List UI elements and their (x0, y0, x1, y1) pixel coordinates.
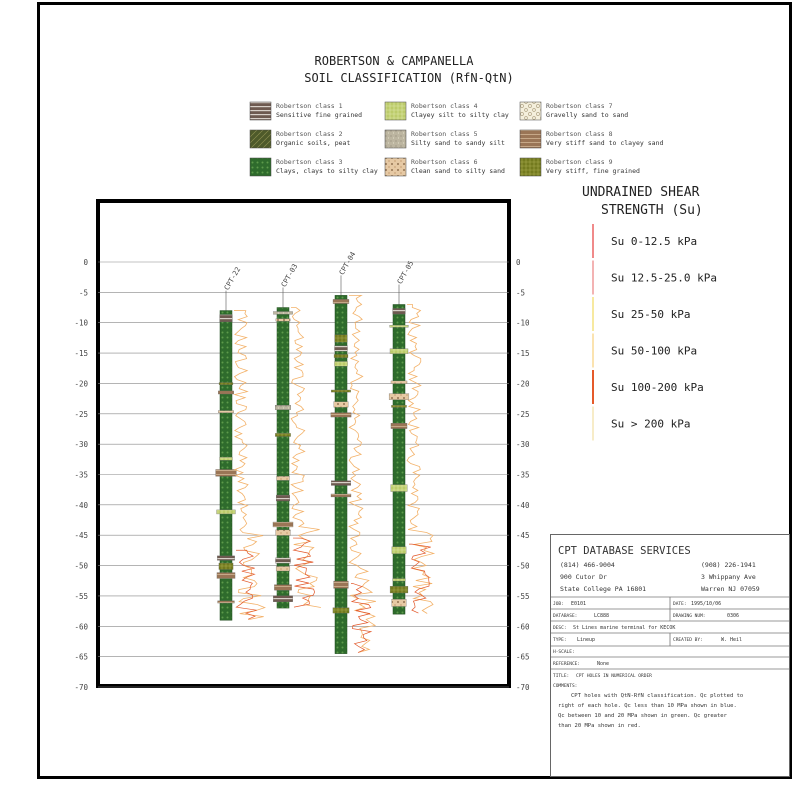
depth-tick-label-right: -60 (516, 622, 530, 632)
depth-tick-label-right: -50 (516, 561, 530, 571)
soil-layer (276, 495, 290, 501)
depth-tick-label-right: -30 (516, 440, 530, 450)
shear-legend-bar (592, 297, 594, 331)
shear-legend-bar (592, 224, 594, 258)
legend-class-desc: Sensitive fine grained (276, 111, 363, 119)
soil-layer (392, 547, 406, 554)
depth-tick-label-left: -40 (74, 500, 88, 510)
reference-label: REFERENCE: (553, 662, 581, 667)
database-value: LC888 (594, 613, 610, 619)
drawing-value: 0306 (727, 613, 740, 619)
desc-label: DESC: (553, 626, 567, 631)
legend-class-name: Robertson class 5 (411, 130, 478, 138)
legend-class-name: Robertson class 3 (276, 158, 343, 166)
legend-class-desc: Organic soils, peat (276, 139, 351, 147)
shear-legend-label: Su 0-12.5 kPa (611, 235, 698, 248)
shear-legend-label: Su > 200 kPa (611, 417, 691, 431)
legend-class-name: Robertson class 2 (276, 130, 343, 138)
depth-tick-label-left: -15 (74, 349, 88, 359)
soil-layer (275, 558, 290, 563)
legend-class-name: Robertson class 1 (276, 102, 343, 110)
depth-tick-label-left: -65 (74, 652, 88, 662)
date-value: 1995/10/06 (691, 601, 722, 607)
legend-item (250, 130, 350, 148)
created-label: CREATED BY: (673, 638, 703, 643)
soil-layer (335, 346, 348, 351)
soil-layer (331, 390, 351, 392)
comments-label: COMMENTS: (553, 684, 578, 689)
depth-tick-label-left: -60 (74, 622, 88, 632)
title-value: CPT HOLES IN NUMERICAL ORDER (576, 674, 652, 679)
soil-layer (217, 573, 235, 579)
soil-layer (218, 411, 234, 413)
soil-layer (276, 319, 290, 322)
comment-line-1: CPT holes with QtN-RfN classification. Qc plotted to (571, 693, 744, 699)
shear-legend-label: Su 100-200 kPa (611, 381, 704, 394)
legend-item (520, 102, 628, 120)
city-nj: Warren NJ 07059 (701, 585, 760, 593)
depth-tick-label-left: -35 (74, 470, 88, 480)
title-label: TITLE: (553, 674, 570, 679)
reference-value: None (597, 661, 610, 667)
desc-value: St Lines marine terminal for KECOK (573, 625, 676, 631)
soil-layer (220, 315, 233, 322)
soil-layer (219, 383, 233, 385)
shear-legend-label: Su 12.5-25.0 kPa (611, 271, 717, 285)
depth-tick-label-right: -45 (516, 531, 530, 541)
soil-layer (390, 349, 408, 354)
soil-layer (275, 405, 291, 409)
soil-layer (216, 469, 237, 476)
job-value: E0101 (571, 601, 587, 607)
depth-tick-label-right: -65 (516, 652, 530, 662)
soil-layer (333, 608, 349, 613)
soil-layer (273, 312, 292, 315)
soil-layer (276, 530, 291, 536)
soil-layer (334, 402, 348, 408)
legend-class-desc: Very stiff, fine grained (546, 167, 640, 175)
address-pa: 900 Cutor Dr (560, 573, 607, 581)
address-nj: 3 Whippany Ave (701, 573, 756, 581)
legend-swatch (385, 130, 406, 148)
hole-label: CPT-05 (395, 259, 416, 286)
phone-pa: (814) 466-9004 (560, 561, 615, 569)
soil-layer (218, 601, 235, 603)
comment-line-2: right of each hole. Qc less than 10 MPa shown in blue. (558, 703, 737, 709)
soil-layer (218, 391, 234, 394)
comment-line-3: Qc between 10 and 20 MPa shown in green. Qc greater (558, 713, 727, 719)
type-value: Lineup (577, 637, 596, 643)
legend-swatch (250, 130, 271, 148)
legend-swatch (520, 102, 541, 120)
legend-class-name: Robertson class 9 (546, 158, 613, 166)
soil-layer (276, 566, 290, 571)
soil-layer (331, 494, 351, 497)
depth-tick-label-left: -10 (74, 318, 88, 328)
soil-layer (334, 581, 349, 588)
depth-tick-label-right: -20 (516, 379, 530, 389)
title-block-border (551, 535, 790, 777)
main-title-line1: ROBERTSON & CAMPANELLA (314, 54, 474, 68)
legend-class-desc: Clean sand to silty sand (411, 167, 505, 175)
soil-layer (273, 522, 293, 527)
depth-tick-label-right: -70 (516, 683, 530, 692)
soil-layer (277, 476, 290, 480)
soil-layer (217, 556, 234, 560)
depth-tick-label-left: -55 (74, 591, 88, 601)
database-label: DATABASE: (553, 614, 578, 619)
depth-tick-label-right: -15 (516, 349, 530, 359)
soil-layer (331, 413, 351, 417)
legend-swatch (520, 130, 541, 148)
legend-class-name: Robertson class 6 (411, 158, 478, 166)
title-block (551, 535, 790, 777)
soil-layer (391, 405, 406, 407)
depth-tick-label-left: -5 (78, 288, 88, 298)
legend-swatch (250, 158, 271, 176)
soil-layer (334, 354, 348, 357)
company-name: CPT DATABASE SERVICES (558, 545, 691, 557)
legend-class-desc: Very stiff sand to clayey sand (546, 139, 664, 147)
main-title-line2: SOIL CLASSIFICATION (RfN-QtN) (304, 71, 514, 85)
depth-tick-label-left: 0 (83, 258, 88, 267)
soil-layer (393, 309, 406, 315)
soil-layer (392, 599, 407, 606)
legend-class-desc: Clays, clays to silty clay (276, 167, 378, 175)
soil-layer (335, 335, 347, 342)
soil-layer (393, 579, 405, 582)
shear-legend-label: Su 50-100 kPa (611, 344, 698, 358)
soil-layer (219, 563, 233, 569)
soil-layer (333, 299, 349, 303)
shear-legend-bar (592, 370, 594, 404)
hscale-label: H-SCALE: (553, 650, 575, 655)
legend-class-desc: Clayey silt to silty clay (411, 111, 509, 119)
soil-layer (273, 596, 293, 602)
legend-class-name: Robertson class 4 (411, 102, 478, 110)
depth-tick-label-right: -40 (516, 500, 530, 510)
depth-tick-label-left: -45 (74, 531, 88, 541)
depth-tick-label-left: -20 (74, 379, 88, 389)
job-label: JOB: (553, 602, 564, 607)
soil-layer (390, 325, 409, 327)
depth-tick-label-right: -35 (516, 470, 530, 480)
soil-layer (217, 510, 236, 514)
hole-label: CPT-04 (337, 250, 358, 277)
soil-layer (275, 433, 290, 436)
hole-label: CPT-03 (279, 262, 300, 289)
hole-label: CPT-22 (222, 265, 243, 292)
drawing-label: DRAWING NUM: (673, 614, 706, 619)
depth-tick-label-right: -25 (516, 409, 530, 419)
depth-tick-label-left: -30 (74, 440, 88, 450)
soil-layer (331, 481, 351, 486)
phone-nj: (908) 226-1941 (701, 561, 756, 569)
soil-class-legend (250, 102, 663, 176)
depth-tick-label-right: -5 (516, 288, 526, 298)
shear-legend-title-line2: STRENGTH (Su) (601, 203, 703, 218)
legend-swatch (385, 158, 406, 176)
legend-swatch (385, 102, 406, 120)
legend-swatch (250, 102, 271, 120)
depth-tick-label-right: -55 (516, 591, 530, 601)
depth-tick-label-right: -10 (516, 318, 530, 328)
soil-layer (389, 394, 409, 400)
created-value: W. Heil (721, 637, 743, 643)
legend-class-name: Robertson class 8 (546, 130, 613, 138)
comment-line-4: than 20 MPa shown in red. (558, 723, 641, 729)
soil-layer (334, 361, 347, 366)
depth-tick-label-left: -25 (74, 409, 88, 419)
legend-swatch (520, 158, 541, 176)
shear-legend-bar (592, 407, 594, 441)
depth-tick-label-left: -50 (74, 561, 88, 571)
soil-layer (391, 485, 407, 492)
date-label: DATE: (673, 602, 687, 607)
shear-legend-bar (592, 261, 594, 295)
shear-legend-bar (592, 334, 594, 368)
soil-layer (220, 457, 233, 460)
city-pa: State College PA 16801 (560, 585, 647, 593)
shear-legend-title-line1: UNDRAINED SHEAR (582, 185, 700, 200)
legend-class-desc: Gravelly sand to sand (546, 111, 629, 119)
soil-layer (390, 586, 408, 593)
type-label: TYPE: (553, 638, 567, 643)
legend-class-desc: Silty sand to sandy silt (411, 139, 505, 147)
soil-layer (391, 381, 407, 384)
shear-legend-label: Su 25-50 kPa (611, 308, 691, 321)
soil-layer (391, 423, 407, 428)
depth-tick-label-left: -70 (74, 683, 88, 692)
depth-tick-label-right: 0 (516, 258, 521, 267)
legend-class-name: Robertson class 7 (546, 102, 613, 110)
soil-layer (274, 585, 291, 591)
